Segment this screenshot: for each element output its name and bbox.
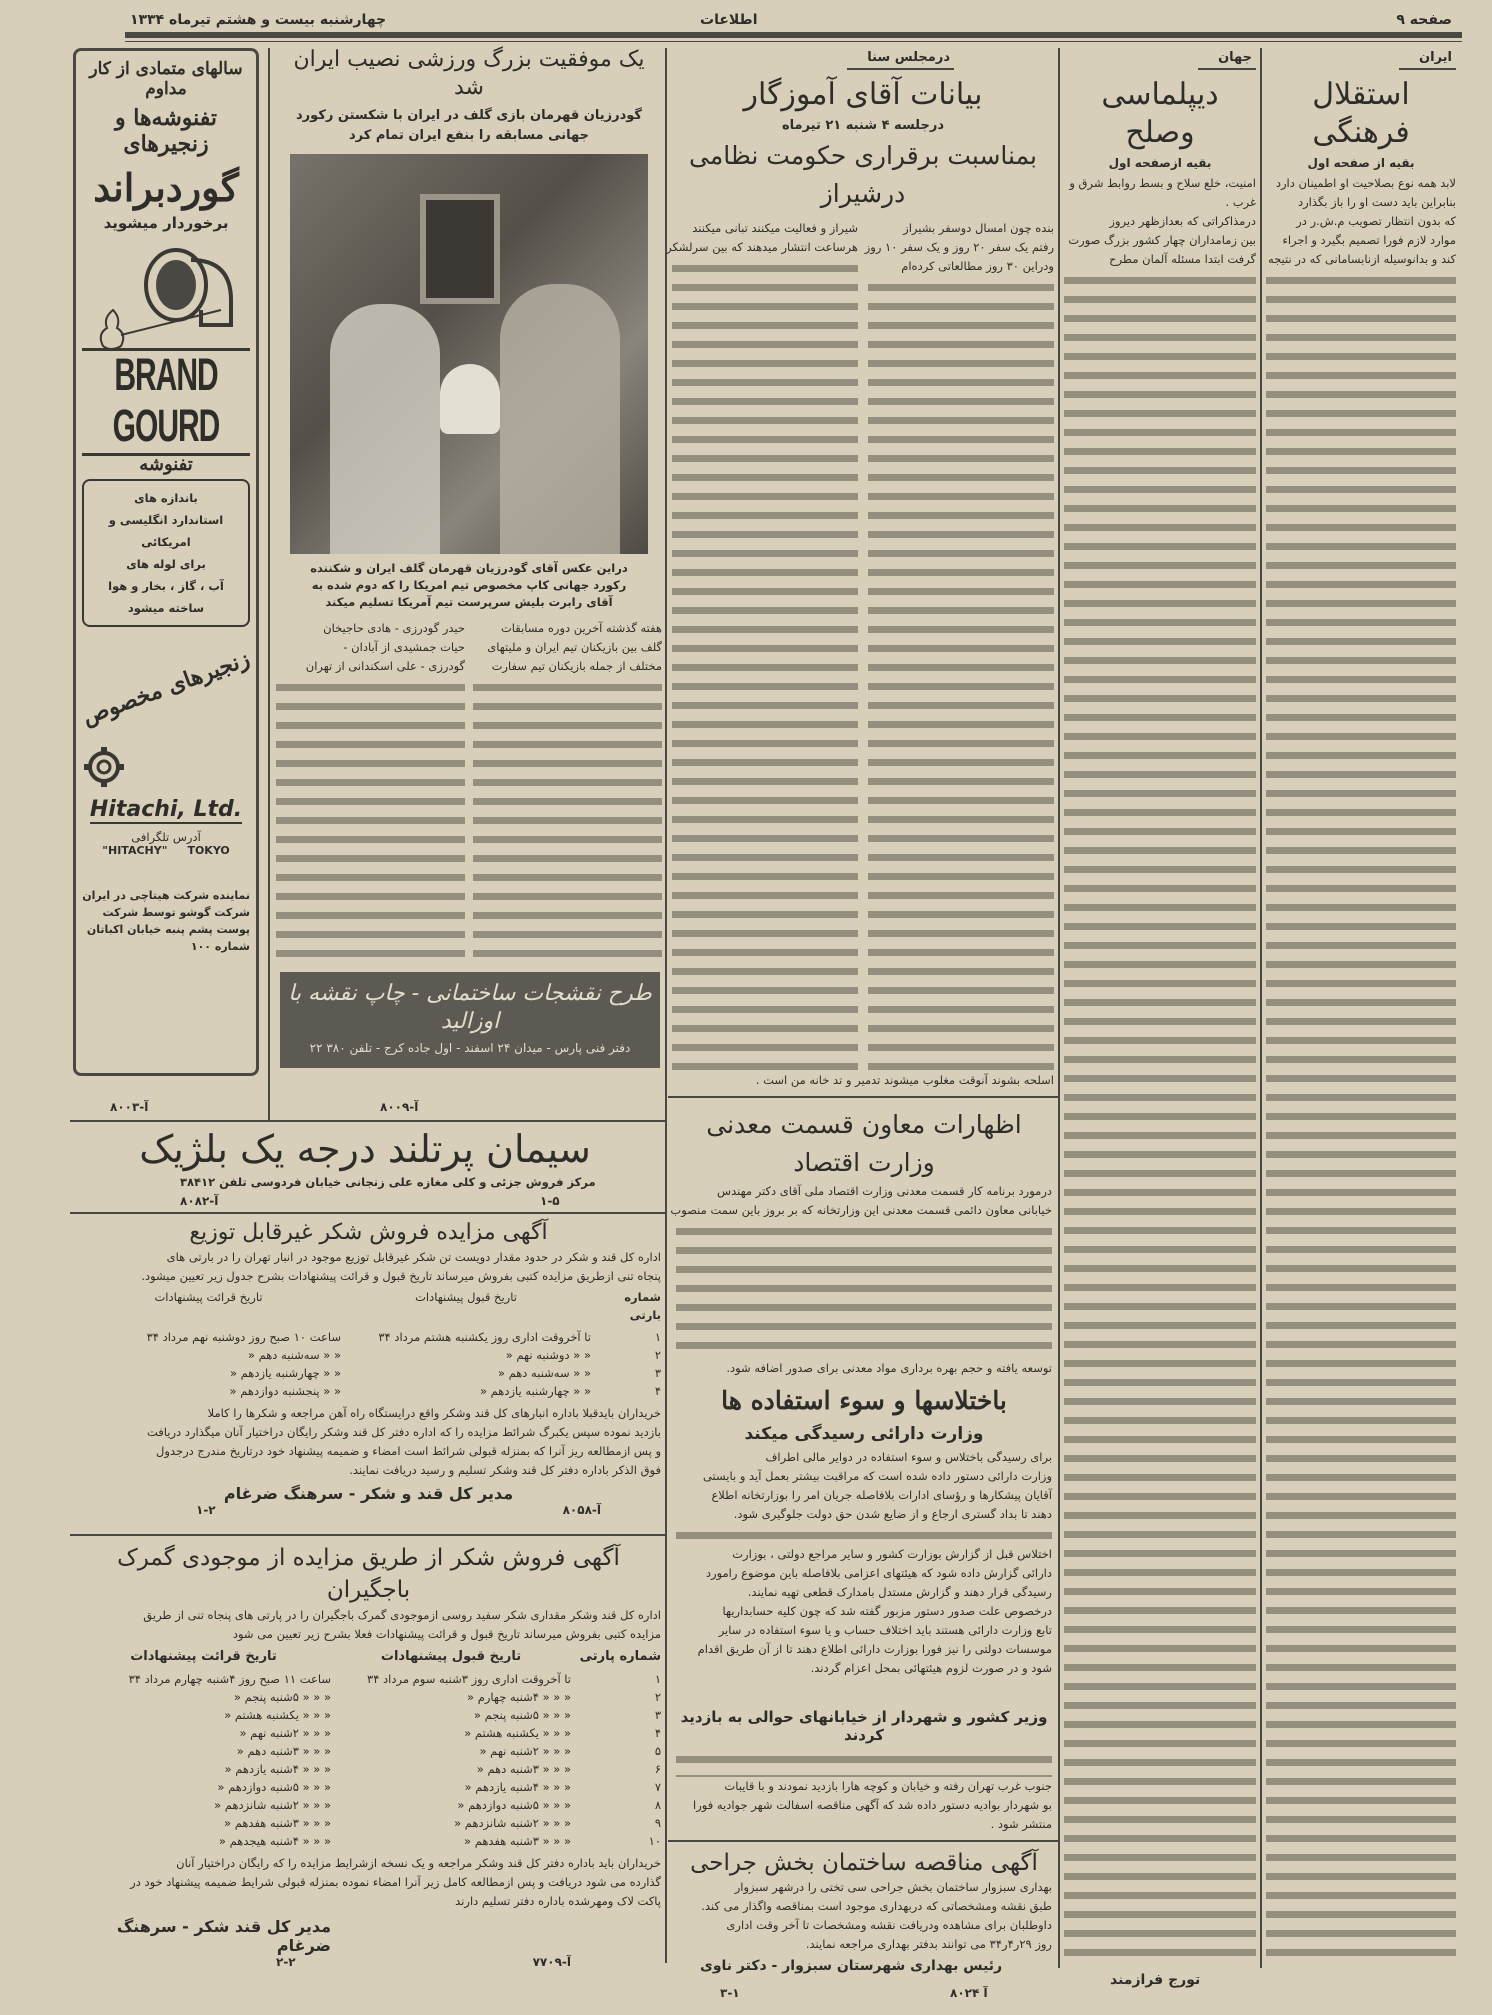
text-line: که بدون انتظار تصویب م.ش.ر در [1296, 214, 1456, 228]
text-line: ودراین ۳۰ روز مطالعاتی کرده‌ام [901, 259, 1054, 273]
table-header: تاریخ قرائت پیشنهادات [130, 1649, 277, 1664]
text-line: امنیت، خلع سلاح و بسط روابط شرق و [1069, 176, 1256, 190]
ad-sugar-auction [76, 1218, 661, 1517]
section-rule [70, 1120, 667, 1122]
text-line: شود و در صورت لزوم هیئتهائی بمحل اعزام گردند. [810, 1661, 1052, 1675]
ad-code: آ-۷۷۰۹ [532, 1955, 571, 1969]
ad-title: آگهی فروش شکر از طریق مزایده از موجودی گمرک باجگیران [117, 1545, 620, 1603]
ad-code: آ ۸۰۲۴ [950, 1986, 988, 2000]
text-line: گرفت ابتدا مسئله آلمان مطرح [1109, 252, 1256, 266]
text-line: غرب . [1225, 195, 1256, 209]
opening-date-cell: « « « ۴شنبه هیجدهم « [218, 1834, 331, 1848]
lot-number: ۷ [654, 1780, 661, 1794]
text-line: بو شهردار بوادیه دستور داده شد که آگهی مناقصه اسفالت شهر جوادیه فورا [693, 1798, 1052, 1812]
text-line: دهند تا بداد گستری ارجاع و از ضایع شدن حق دولت جلوگیری شود. [733, 1507, 1052, 1521]
section-label: ایران [1399, 50, 1456, 70]
telegraph-address: "HITACHY" [102, 844, 168, 857]
ad-signature: مدیر کل قند و شکر - سرهنگ ضرغام [223, 1484, 514, 1503]
masthead-rule-thin [125, 41, 1462, 42]
table-header: تاریخ قبول پیشنهادات [380, 1649, 522, 1664]
article-title: باختلاسها و سوء استفاده ها [721, 1386, 1007, 1415]
opening-date-cell: « « « ۲شنبه نهم « [239, 1726, 331, 1740]
text-block [676, 1878, 1052, 1954]
text-block [82, 887, 250, 955]
ad-line: برخوردار میشوید [103, 214, 229, 232]
text-line: کند و بدانوسیله ازنابسامانی که در نتیجه [1267, 252, 1456, 266]
opening-date-cell: « « « ۵شنبه پنجم « [233, 1690, 331, 1704]
text-line: مختلف از جمله بازیکنان تیم سفارت [491, 659, 662, 673]
acceptance-date-cell: « « « ۵شنبه پنجم « [473, 1708, 571, 1722]
lot-number: ۳ [654, 1366, 661, 1380]
ad-surgery-tender [676, 1848, 1052, 1966]
text-line: خیابانی معاون دائمی قسمت معدنی این وزارتخانه که بر بروز باین سمت منصوب [670, 1203, 1052, 1217]
article-title: استقلال فرهنگی [1312, 77, 1410, 150]
article-title: یک موفقیت بزرگ ورزشی نصیب ایران شد [293, 47, 645, 100]
body-text [676, 1750, 1052, 1777]
article-embezzlement [676, 1382, 1052, 1700]
ad-line: سالهای متمادی از کار مداوم [89, 59, 243, 99]
opening-date-cell: ساعت ۱۰ صبح روز دوشنبه نهم مرداد ۳۴ [146, 1330, 341, 1344]
acceptance-date-cell: « « « ۲شنبه شانزدهم « [454, 1816, 571, 1830]
body-text [676, 1526, 1052, 1545]
text-line: بنابراین باید دست او را باز بگذارد [1297, 195, 1456, 209]
section-rule [70, 1534, 667, 1536]
article-subtitle: وزارت دارائی رسیدگی میکند [744, 1424, 984, 1444]
banner-title: طرح نقشجات ساختمانی - چاپ نقشه با اوزالید [288, 981, 652, 1034]
text-block [676, 1448, 1052, 1524]
text-line: هفته گذشته آخرین دوره مسابقات [500, 621, 662, 635]
body-text [672, 259, 858, 1071]
text-line: لابد همه نوع بصلاحیت او اطمینان دارد [1275, 176, 1456, 190]
text-line: آقایان پیشکارها و رؤسای ادارات بلافاصله جریان امر را بوزارتخانه اطلاع [711, 1488, 1052, 1502]
section-rule [70, 1212, 667, 1214]
spec-line: ساخته میشود [127, 601, 205, 615]
text-line: رفتم یک سفر ۲۰ روز و یک سفر ۱۰ روز [864, 240, 1054, 254]
body-text [1064, 271, 1256, 1965]
column-divider [665, 48, 667, 1963]
spec-line: برای لوله های [126, 557, 206, 571]
lot-number: ۲ [654, 1348, 661, 1362]
brand-name-en: BRAND GOURD [82, 348, 250, 456]
text-line: موارد لازم فورا تصمیم بگیرد و اجراء [1282, 233, 1456, 247]
text-line: جنوب غرب تهران رفته و خیابان و کوچه هارا بازدید نمودند و با قایبات [724, 1779, 1052, 1793]
text-line: گلف بین بازیکنان تیم ایران و ملیتهای [487, 640, 662, 654]
opening-date-cell: « « « ۴شنبه یازدهم « [224, 1762, 331, 1776]
page-number: صفحه ۹ [1396, 12, 1452, 28]
spec-line: باندازه های [134, 491, 198, 505]
text-line: اداره کل قند و شکر در حدود مقدار دویست تن شکر غیرقابل توزیع موجود در انبار تهران را در بارتی های [166, 1250, 661, 1264]
body-text [868, 278, 1054, 1071]
text-line: برای رسیدگی باختلاس و سوء استفاده در دوایر مالی اطراف [765, 1450, 1052, 1464]
opening-date-cell: « « چهارشنبه یازدهم « [229, 1366, 341, 1380]
maker-name: Hitachi, Ltd. [89, 797, 243, 822]
issue-date: چهارشنبه بیست و هشتم تیرماه ۱۳۳۴ [130, 12, 387, 28]
text-line: خریداران باید باداره دفتر کل قند وشکر مراجعه و یک نسخه ازشرایط مزایده را که رایگان دراختیار آنان [176, 1856, 661, 1870]
ad-line: تفنوشه [139, 454, 193, 475]
lot-number: ۵ [654, 1744, 661, 1758]
text-line: رسیدگی قرار دهند و گزارش مستدل بامدارک قطعی تهیه نمایند. [747, 1585, 1052, 1599]
spec-box [82, 479, 250, 627]
ad-code: آ-۸۰۵۸ [562, 1503, 601, 1517]
ad-address: مرکز فروش جزئی و کلی مغازه علی زنجانی خیابان فردوسی تلفن ۳۸۴۱۲ [180, 1175, 596, 1189]
acceptance-date-cell: تا آخروقت اداری روز ۳شنبه سوم مرداد ۳۴ [367, 1672, 571, 1686]
ad-run: ۳-۱ [720, 1986, 740, 2000]
opening-date-cell: « « پنجشنبه دوازدهم « [229, 1384, 341, 1398]
text-line: و پس ازمطالعه ریز آنرا که بمنزله قبولی شرائط است امضاء و ضمیمه پیشنهاد خود درتاریخ مندرج درجدول [156, 1444, 661, 1458]
article-golf [276, 46, 662, 966]
acceptance-date-cell: « « « ۴شنبه چهارم « [467, 1690, 571, 1704]
column-divider [1058, 48, 1060, 1968]
ad-signature: رئیس بهداری شهرستان سبزوار - دکتر ناوی [700, 1958, 1003, 1974]
text-block [676, 1777, 1052, 1834]
text-block [1266, 174, 1456, 269]
text-line: بین زمامداران چهار کشور بزرگ صورت [1068, 233, 1256, 247]
acceptance-date-cell: « « « ۲شنبه نهم « [479, 1744, 571, 1758]
acceptance-date-cell: « « « یکشنبه هشتم « [464, 1726, 571, 1740]
table-header: شماره پارتی [579, 1649, 661, 1664]
ad-code: آ-۸۰۰۳ [110, 1100, 149, 1114]
text-line: داوطلبان برای مشاهده ودریافت نقشه ومشخصات تا آخر وقت اداری [726, 1918, 1052, 1932]
lot-number: ۶ [654, 1762, 661, 1776]
continued-note: بقیه از صفحه اول [1307, 156, 1415, 170]
text-block [864, 219, 1054, 276]
section-label: درمجلس سنا [847, 50, 954, 70]
ad-cement-title: سیمان پرتلند درجه یک بلژیک [139, 1127, 591, 1171]
text-block [666, 219, 858, 257]
lot-number: ۳ [654, 1708, 661, 1722]
agent-line: نماینده شرکت هیتاچی در ایران [82, 889, 250, 902]
text-block [670, 1182, 1052, 1220]
text-line: هرساعت انتشار میدهند که بین سرلشکر [666, 240, 858, 254]
section-label: جهان [1198, 50, 1256, 70]
acceptance-date-cell: « « دوشنبه نهم « [505, 1348, 591, 1362]
text-line: وزارت دارائی دستور داده شده است که مراقبت بیشتر بعمل آید و بایستی [702, 1469, 1052, 1483]
acceptance-date-cell: « « چهارشنبه یازدهم « [479, 1384, 591, 1398]
chains-label: زنجیرهای مخصوص [78, 645, 254, 731]
trophy-cup [440, 364, 500, 434]
body-text [676, 1222, 1052, 1359]
article-mining-deputy [670, 1106, 1052, 1378]
acceptance-date-cell: « « سه‌شنبه دهم « [497, 1366, 591, 1380]
acceptance-date-cell: « « « ۵شنبه دوازدهم « [457, 1798, 571, 1812]
table-header: تاریخ قرائت پیشنهادات [154, 1290, 263, 1304]
text-line: روز ۲۹ر۴ر۳۴ می توانند بدفتر بهداری مراجعه نمایند. [805, 1937, 1052, 1951]
text-line: طبق نقشه ومشخصاتی که دربهداری موجود است بمناقصه واگذار می کند. [701, 1899, 1052, 1913]
author-signature: تورج فرازمند [1110, 1972, 1201, 1988]
article-diplomacy-peace [1064, 50, 1256, 1965]
spec-line: استاندارد انگلیسی و امریکائی [108, 513, 224, 549]
article-title: وزیر کشور و شهردار از خیابانهای حوالی به بازدید کردند [680, 1708, 1048, 1744]
acceptance-date-cell: « « « ۳شنبه هفدهم « [464, 1834, 571, 1848]
auction-table [76, 1288, 661, 1324]
text-block [76, 1854, 661, 1911]
brand-name-fa: گوردبراند [93, 165, 239, 210]
text-line: حیدر گودرزی - هادی حاجیخان [323, 621, 465, 635]
text-line: درمذاکراتی که بعدازظهر دیروز [1109, 214, 1256, 228]
text-line: بازدید نموده سپس یکبرگ شرائط مزایده را که اداره دفتر کل قند وشکر رایگان دراختیار آنان میگذارد دریافت [147, 1425, 661, 1439]
article-title: دیپلماسی وصلح [1101, 77, 1219, 150]
article-cultural-independence [1266, 50, 1456, 1965]
figure-right [500, 284, 620, 554]
text-line: درخصوص علت صدور دستور مزبور گفته شد که چون کلیه حسابداریها [722, 1604, 1052, 1618]
column-divider [1260, 48, 1262, 1968]
newspaper-name: اطلاعات [700, 12, 758, 28]
text-block [76, 1404, 661, 1480]
text-block [676, 1545, 1052, 1678]
auction-table-body [76, 1670, 661, 1850]
text-line: شیراز و فعالیت میکنند تبانی میکنند [692, 221, 858, 235]
ad-run: ۲-۲ [276, 1955, 296, 1969]
text-line: فوق الذکر باداره دفتر کل قند وشکر تسلیم و رسید دریافت نمایند. [349, 1463, 661, 1477]
ad-run: ۱-۲ [196, 1503, 216, 1517]
photo-caption: دراین عکس آقای گودرزیان قهرمان گلف ایران و شکننده رکورد جهانی کاپ مخصوص تیم امریکا را که دوم شده به آقای رابرت بلیش سرپرست تیم آمریکا تسلیم میکند [310, 561, 628, 609]
lot-number: ۸ [654, 1798, 661, 1812]
auction-table [76, 1648, 661, 1666]
acceptance-date-cell: تا آخروقت اداری روز یکشنبه هشتم مرداد ۳۴ [378, 1330, 591, 1344]
column-divider [268, 48, 270, 1120]
text-block [76, 1606, 661, 1644]
text-block [1064, 174, 1256, 269]
body-text [276, 678, 465, 966]
body-text [1266, 271, 1456, 1965]
text-line: حیات جمشیدی از آبادان - [343, 640, 465, 654]
ad-customs-sugar [76, 1542, 661, 1969]
text-line: تابع وزارت دارائی هستند باید اختلاف حساب و یا سوء استفاده در سایر [718, 1623, 1052, 1637]
text-line: اسلحه بشوند آنوقت مغلوب میشوند تدمیر و تد خانه من است . [755, 1073, 1054, 1087]
lot-number: ۱ [654, 1330, 661, 1344]
telegraph-label: آدرس تلگرافی [131, 830, 201, 844]
opening-date-cell: « « « ۲شنبه شانزدهم « [214, 1798, 331, 1812]
table-header: تاریخ قبول پیشنهادات [415, 1290, 517, 1304]
opening-date-cell: « « « ۳شنبه هفدهم « [224, 1816, 331, 1830]
opening-date-cell: « « سه‌شنبه دهم « [247, 1348, 341, 1362]
pipe-elbow-icon [91, 240, 241, 350]
article-body [276, 619, 662, 966]
article-title: اظهارات معاون قسمت معدنی وزارت اقتصاد [706, 1110, 1022, 1177]
lot-number: ۴ [654, 1384, 661, 1398]
ad-title: آگهی مناقصه ساختمان بخش جراحی [690, 1850, 1038, 1876]
text-block [86, 487, 246, 619]
ad-run: ۱-۵ [540, 1194, 560, 1208]
text-line: بهداری سبزوار ساختمان بخش جراحی سی تختی را درشهر سبزوار [734, 1880, 1052, 1894]
lot-number: ۴ [654, 1726, 661, 1740]
ad-line: تفنوشه‌ها و زنجیرهای [114, 105, 218, 157]
agent-line: شرکت گوشو توسط شرکت [102, 906, 250, 919]
wall-portrait [420, 194, 500, 304]
banner-address: دفتر فنی پارس - میدان ۲۴ اسفند - اول جاده کرج - تلفن ۳۸۰ ۲۲ [309, 1041, 631, 1055]
text-line: گودرزی - علی اسکندانی از تهران [305, 659, 465, 673]
masthead-rule [125, 32, 1462, 38]
ad-signature: مدیر کل قند شکر - سرهنگ ضرغام [116, 1917, 331, 1955]
agent-line: پوست پشم پنبه خیابان اکباتان [86, 923, 250, 936]
text-block [276, 619, 465, 676]
text-line: مزایده کتبی بفروش میرساند تاریخ قبول و قرائت پیشنهادات فعلا بشرح زیر تعیین می شود [232, 1627, 661, 1641]
ad-code: آ-۸۰۰۹ [380, 1100, 419, 1114]
spec-line: آب ، گاز ، بخار و هوا [108, 579, 224, 593]
opening-date-cell: « « « ۵شنبه دوازدهم « [217, 1780, 331, 1794]
ad-gourd-brand [73, 48, 259, 1076]
text-line: منتشر شود . [990, 1817, 1052, 1831]
lot-number: ۱۰ [648, 1834, 661, 1848]
auction-table-body [76, 1328, 661, 1400]
table-header: شماره بارتی [624, 1290, 661, 1322]
text-line: پنجاه تنی ازطریق مزایده کتبی بفروش میرساند تاریخ قبول و قرائت پیشنهادات بشرح جدول زیر تعیین میشود. [141, 1269, 661, 1283]
telegraph-city: TOKYO [187, 844, 230, 857]
text-block [473, 619, 662, 676]
opening-date-cell: « « « یکشنبه هشتم « [224, 1708, 331, 1722]
text-line: اختلاس قبل از گزارش بوزارت کشور و سایر مراجع دولتی ، بوزارت [732, 1547, 1052, 1561]
text-line: گذارده می شود دریافت و پس ازمطالعه کامل زیر آنرا امضاء نموده بمنزله قبولی شرایط ضمیمه پیشنهاد خود در [130, 1875, 661, 1889]
text-line: بنده چون امسال دوسفر بشیراز [903, 221, 1054, 235]
opening-date-cell: ساعت ۱۱ صبح روز ۴شنبه چهارم مرداد ۳۴ [128, 1672, 331, 1686]
hitachi-logo-icon [82, 745, 126, 789]
acceptance-date-cell: « « « ۳شنبه دهم « [476, 1762, 571, 1776]
body-text [473, 678, 662, 966]
ad-title: آگهی مزایده فروش شکر غیرقابل توزیع [189, 1220, 548, 1245]
article-headline: بمناسبت برقراری حکومت نظامی درشیراز [689, 141, 1037, 208]
ad-ozalid-banner [280, 972, 660, 1068]
lot-number: ۱ [654, 1672, 661, 1686]
article-interior-minister [676, 1704, 1052, 1834]
golf-trophy-photo [290, 154, 648, 554]
article-deck: گودرزیان قهرمان بازی گلف در ایران با شکستن رکورد جهانی مسابقه را بنفع ایران تمام کرد [296, 108, 642, 143]
ad-code: آ-۸۰۸۲ [180, 1194, 219, 1208]
agent-line: شماره ۱۰۰ [190, 940, 250, 953]
text-line: خریداران بایدقبلا باداره انبارهای کل قند وشکر واقع درایستگاه راه آهن مراجعه و شکرها را کاملا [207, 1406, 661, 1420]
text-line: اداره کل قند وشکر مقداری شکر سفید روسی ازموجودی گمرک باجگیران را در پارتی های پنجاه تنی از طریق [143, 1608, 661, 1622]
text-line: موسسات دولتی را نیز فورا بوزارت دارائی اطلاع دهند تا از آن طریق اقدام [697, 1642, 1052, 1656]
article-title: بیانات آقای آموزگار [743, 77, 983, 112]
opening-date-cell: « « « ۳شنبه دهم « [236, 1744, 331, 1758]
text-line: پاکت لاک ومهرشده باداره دفتر تسلیم دارند [455, 1894, 661, 1908]
text-block [76, 1248, 661, 1286]
text-line: دارائی گزارش داده شود که هیئتهای اعزامی بلافاصله باین موضوع رامورد [705, 1566, 1052, 1580]
text-line: درمورد برنامه کار قسمت معدنی وزارت اقتصاد ملی آقای دکتر مهندس [717, 1184, 1052, 1198]
session-date: درجلسه ۴ شنبه ۲۱ تیرماه [781, 118, 945, 133]
section-rule [668, 1096, 1058, 1098]
continued-note: بقیه ازصفحه اول [1108, 156, 1212, 170]
lot-number: ۹ [654, 1816, 661, 1830]
section-rule [668, 1840, 1058, 1842]
lot-number: ۲ [654, 1690, 661, 1704]
text-line: توسعه یافته و حجم بهره برداری مواد معدنی برای صدور اضافه شود. [726, 1361, 1052, 1375]
acceptance-date-cell: « « « ۴شنبه یازدهم « [464, 1780, 571, 1794]
figure-left [330, 304, 440, 554]
article-senate [666, 50, 1054, 1090]
